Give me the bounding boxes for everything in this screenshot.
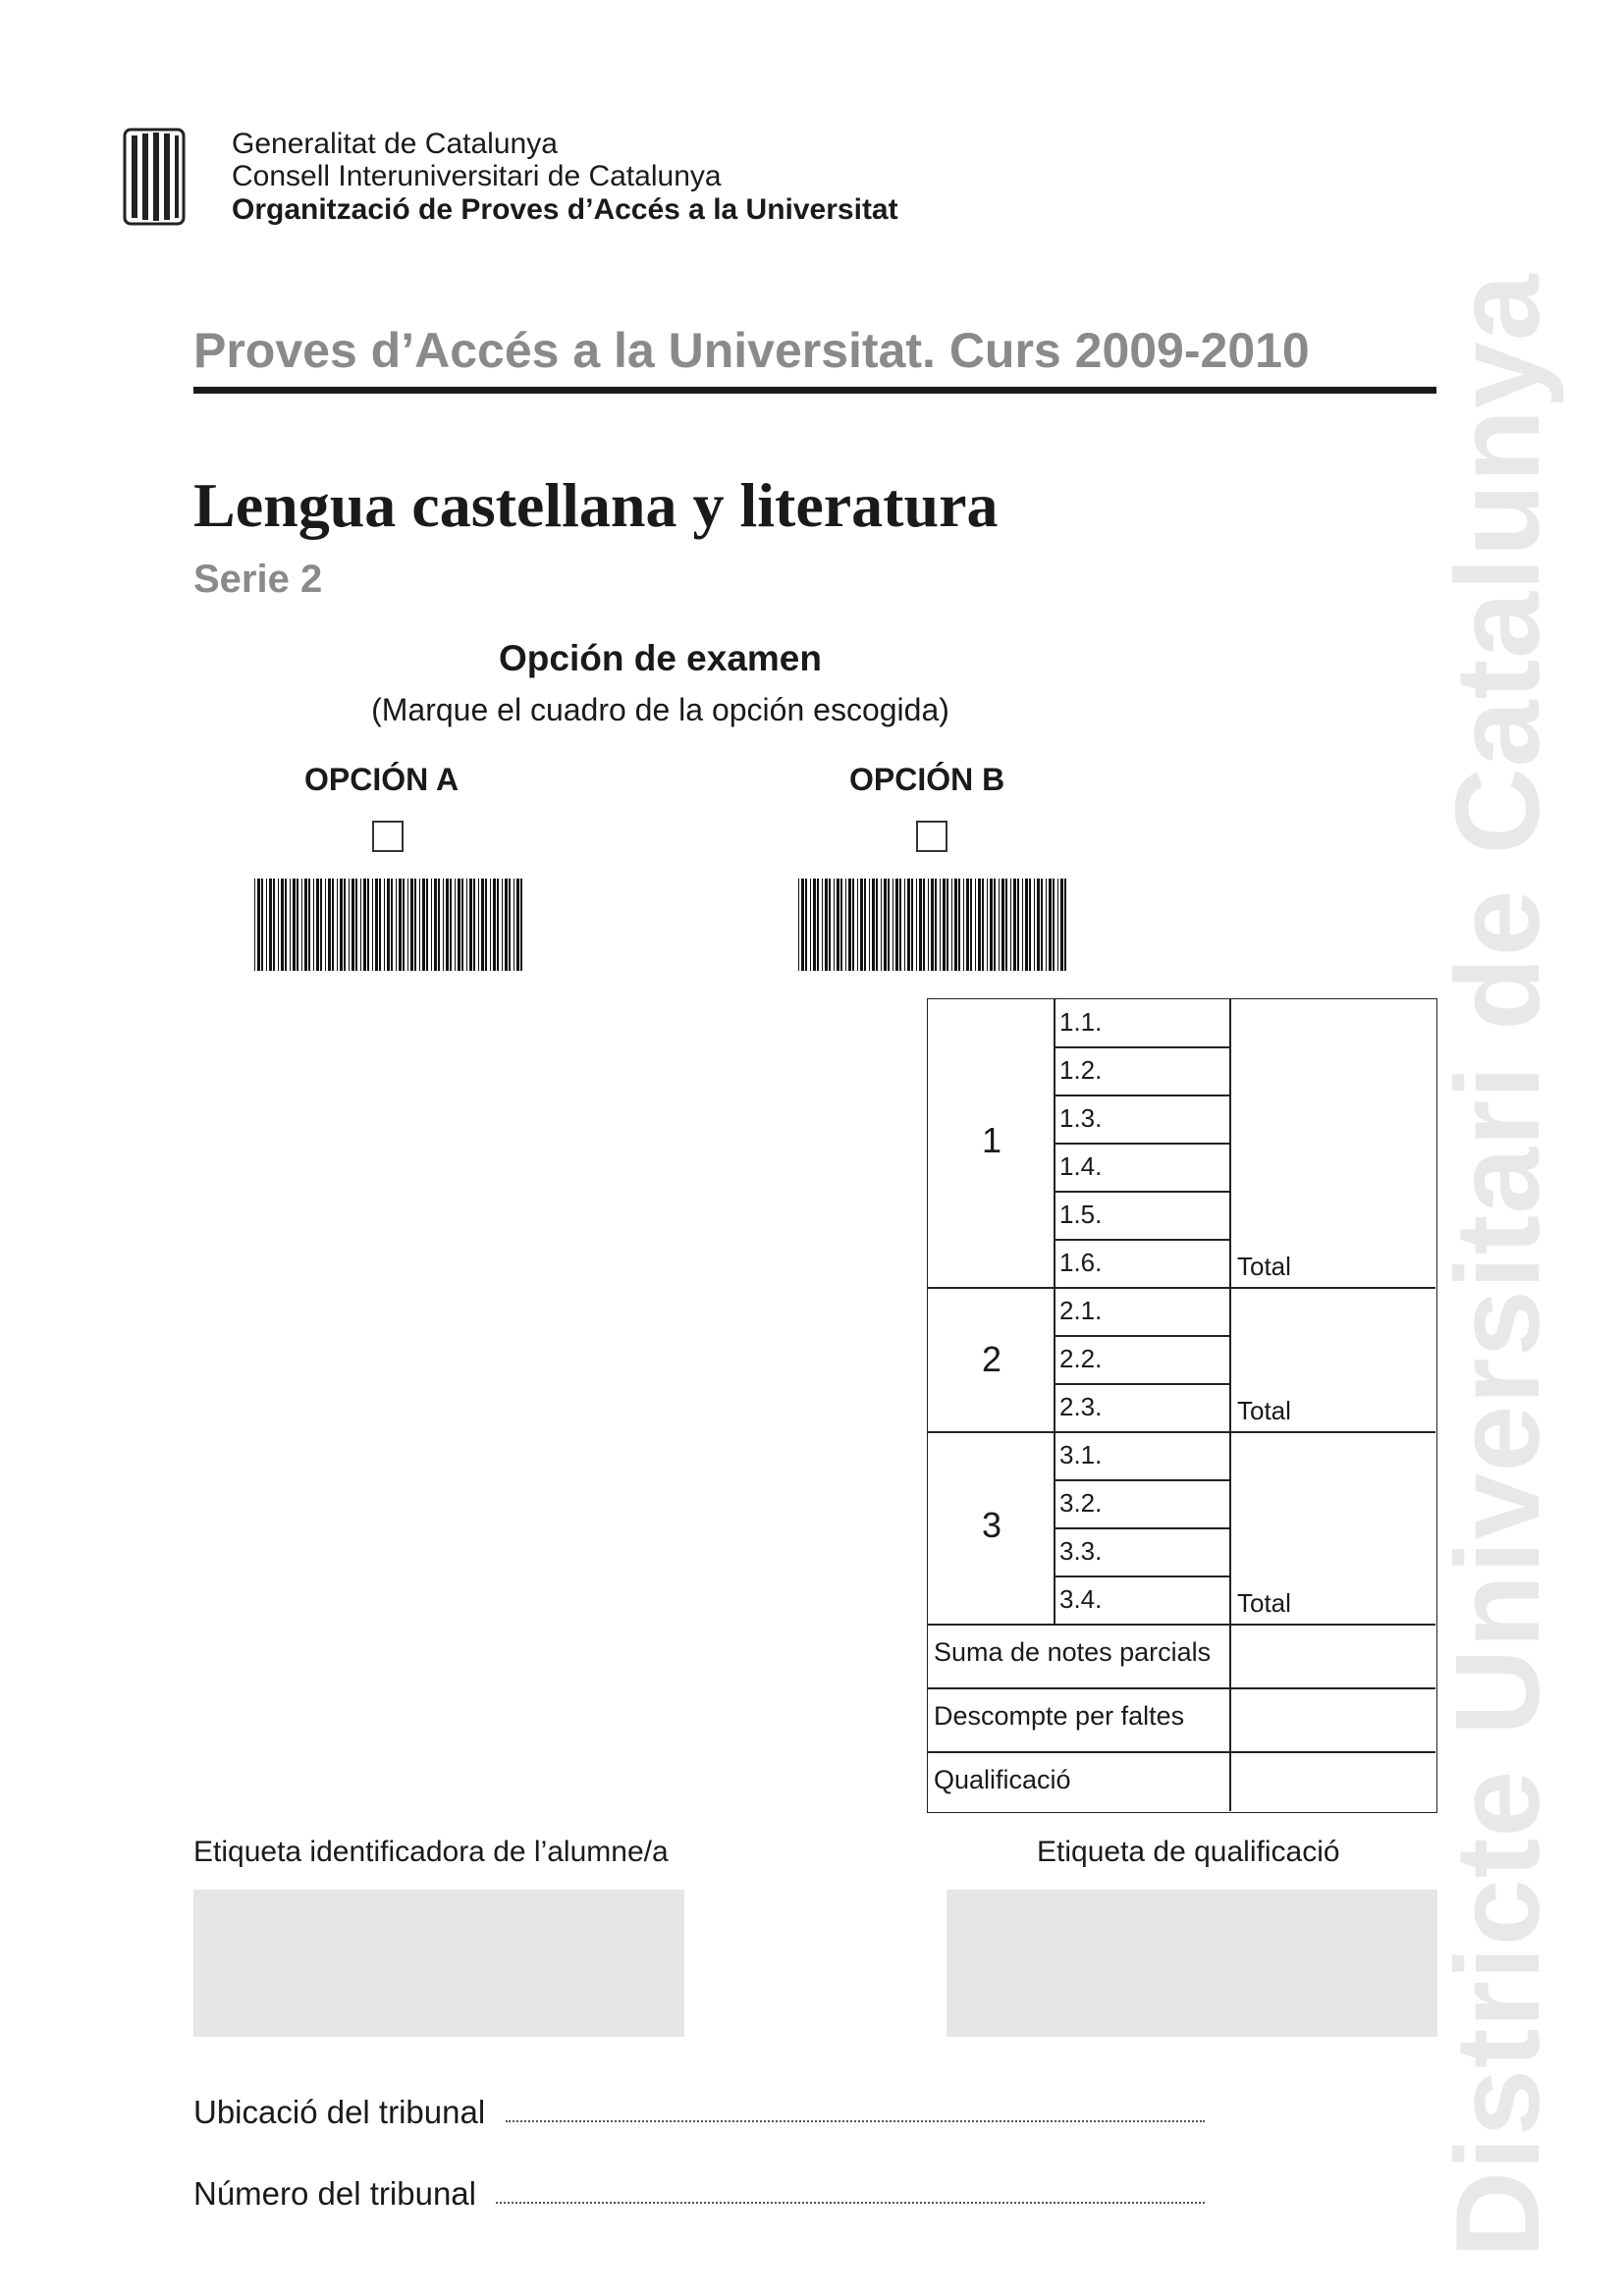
exam-heading: Proves d’Accés a la Universitat. Curs 2009-2010 bbox=[193, 323, 1310, 378]
tribunal-number-label: Número del tribunal bbox=[193, 2175, 476, 2212]
discount-label: Descompte per faltes bbox=[934, 1701, 1185, 1731]
group-3-total: Total bbox=[1237, 1588, 1291, 1618]
item-2-3: 2.3. bbox=[1059, 1392, 1103, 1421]
item-1-4: 1.4. bbox=[1059, 1151, 1103, 1181]
group-3-number: 3 bbox=[981, 1505, 1002, 1545]
option-b-label: OPCIÓN B bbox=[849, 762, 1005, 797]
item-2-2: 2.2. bbox=[1059, 1344, 1103, 1373]
student-label-title: Etiqueta identificadora de l’alumne/a bbox=[193, 1836, 669, 1868]
generalitat-logo-icon bbox=[123, 128, 186, 226]
series-label: Serie 2 bbox=[193, 558, 323, 601]
district-side-text: Districte Universitari de Catalunya bbox=[1431, 273, 1564, 2258]
student-label-box bbox=[193, 1890, 684, 2037]
item-1-1: 1.1. bbox=[1059, 1007, 1103, 1037]
item-1-5: 1.5. bbox=[1059, 1200, 1103, 1229]
grade-label-box bbox=[947, 1890, 1437, 2037]
group-2-total: Total bbox=[1237, 1396, 1291, 1425]
item-3-2: 3.2. bbox=[1059, 1488, 1103, 1518]
option-b-barcode bbox=[796, 879, 1069, 971]
grade-label-title: Etiqueta de qualificació bbox=[1037, 1836, 1340, 1868]
option-a-checkbox[interactable] bbox=[372, 821, 404, 852]
final-grade-label: Qualificació bbox=[934, 1765, 1071, 1794]
tribunal-location-field[interactable] bbox=[506, 2120, 1205, 2122]
header-consell: Consell Interuniversitari de Catalunya bbox=[232, 160, 722, 192]
grading-table bbox=[927, 998, 1437, 1813]
group-1-total: Total bbox=[1237, 1252, 1291, 1281]
header-generalitat: Generalitat de Catalunya bbox=[232, 128, 558, 160]
group-1-number: 1 bbox=[981, 1120, 1002, 1160]
heading-rule bbox=[193, 387, 1436, 394]
sum-partial-label: Suma de notes parcials bbox=[934, 1637, 1212, 1667]
item-3-1: 3.1. bbox=[1059, 1440, 1103, 1469]
option-a-barcode bbox=[252, 879, 525, 971]
item-3-3: 3.3. bbox=[1059, 1536, 1103, 1566]
option-title: Opción de examen bbox=[499, 638, 822, 678]
tribunal-location-label: Ubicació del tribunal bbox=[193, 2094, 486, 2130]
item-2-1: 2.1. bbox=[1059, 1296, 1103, 1325]
tribunal-number-field[interactable] bbox=[496, 2202, 1205, 2204]
item-3-4: 3.4. bbox=[1059, 1584, 1103, 1614]
group-2-number: 2 bbox=[981, 1339, 1002, 1379]
option-b-checkbox[interactable] bbox=[916, 821, 947, 852]
option-instruction: (Marque el cuadro de la opción escogida) bbox=[371, 692, 949, 727]
item-1-2: 1.2. bbox=[1059, 1055, 1103, 1085]
item-1-6: 1.6. bbox=[1059, 1248, 1103, 1277]
header-organitzacio: Organització de Proves d’Accés a la Universitat bbox=[232, 193, 898, 226]
item-1-3: 1.3. bbox=[1059, 1103, 1103, 1133]
option-a-label: OPCIÓN A bbox=[304, 762, 460, 797]
subject-title: Lengua castellana y literatura bbox=[193, 470, 999, 540]
